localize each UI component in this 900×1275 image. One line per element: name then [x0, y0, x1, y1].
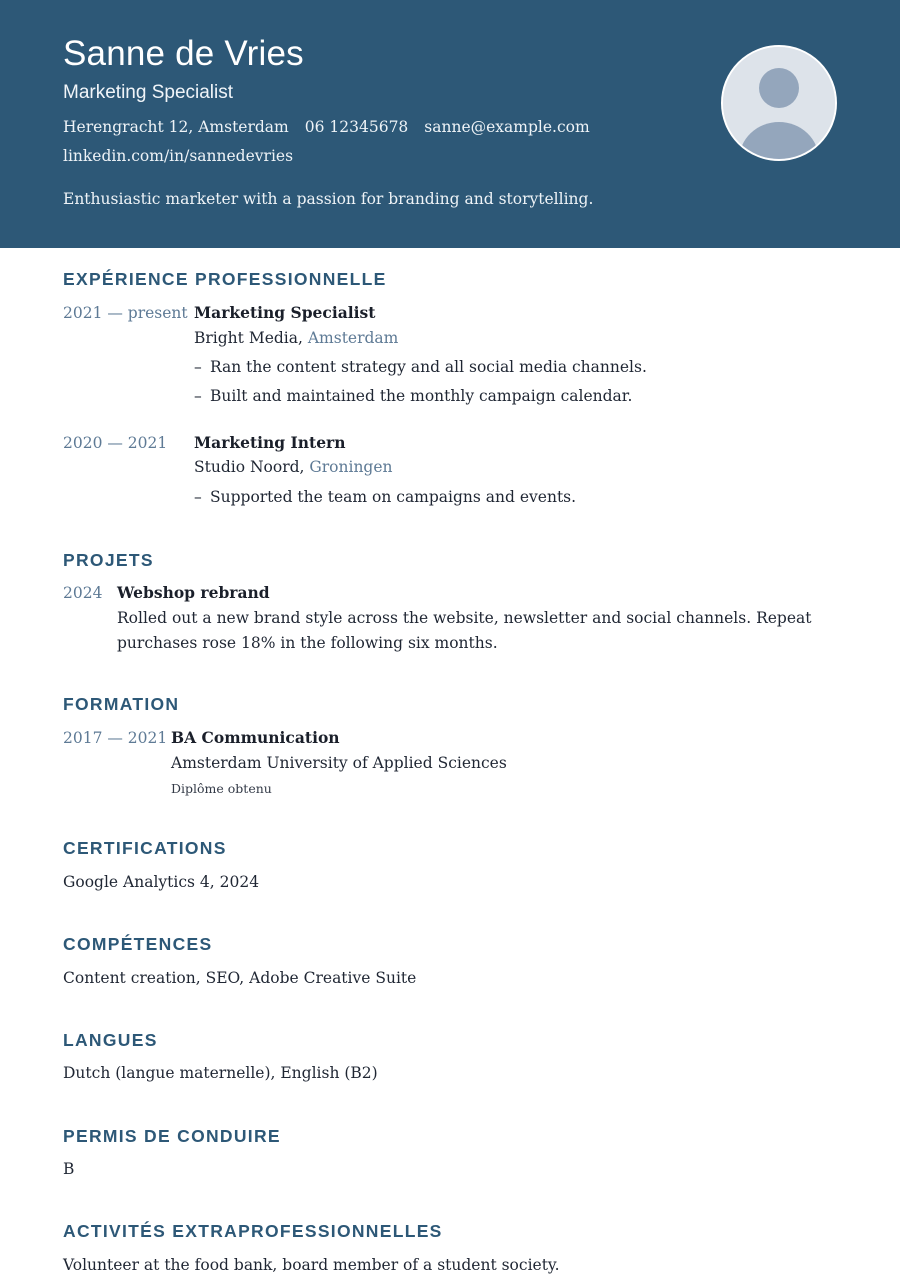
contact-linkedin[interactable]: linkedin.com/in/sannedevries — [63, 147, 294, 165]
avatar — [721, 45, 837, 161]
resume-header — [0, 0, 900, 248]
experience-city: Amsterdam — [307, 329, 399, 347]
experience-company-line: Bright Media, Amsterdam — [194, 329, 399, 347]
education-degree: BA Communication — [171, 728, 340, 747]
experience-role: Marketing Specialist — [194, 303, 376, 322]
education-note: Diplôme obtenu — [171, 781, 272, 796]
bullet-dash-icon: – — [194, 387, 202, 405]
experience-bullet: – Ran the content strategy and all social media channels. — [194, 358, 647, 376]
contact-info — [63, 117, 590, 137]
education-school: Amsterdam University of Applied Sciences — [171, 754, 507, 772]
contact-address: Herengracht 12, Amsterdam — [63, 118, 289, 136]
avatar-placeholder-icon — [723, 47, 835, 159]
experience-company: Bright Media — [194, 329, 298, 347]
experience-period: 2020 — 2021 — [63, 434, 168, 452]
section-title-languages: LANGUES — [63, 1030, 158, 1050]
certifications-text: Google Analytics 4, 2024 — [63, 873, 260, 891]
languages-text: Dutch (langue maternelle), English (B2) — [63, 1064, 378, 1082]
section-title-skills: COMPÉTENCES — [63, 934, 213, 954]
contact-phone[interactable]: 06 12345678 — [304, 118, 409, 136]
project-name: Webshop rebrand — [117, 583, 270, 602]
experience-city: Groningen — [309, 458, 393, 476]
section-title-experience: EXPÉRIENCE PROFESSIONNELLE — [63, 269, 387, 289]
section-title-education: FORMATION — [63, 694, 180, 714]
contact-email[interactable]: sanne@example.com — [424, 118, 590, 136]
section-title-certifications: CERTIFICATIONS — [63, 838, 227, 858]
project-description: Rolled out a new brand style across the website, newsletter and social channels. Repeat — [117, 609, 812, 627]
section-title-projects: PROJETS — [63, 550, 154, 570]
experience-role: Marketing Intern — [194, 433, 346, 452]
project-description: purchases rose 18% in the following six months. — [117, 634, 498, 652]
education-period: 2017 — 2021 — [63, 729, 168, 747]
experience-company-line: Studio Noord, Groningen — [194, 458, 393, 476]
experience-period: 2021 — present — [63, 304, 188, 322]
skills-text: Content creation, SEO, Adobe Creative Suite — [63, 969, 417, 987]
section-title-activities: ACTIVITÉS EXTRAPROFESSIONNELLES — [63, 1221, 443, 1241]
profile-summary: Enthusiastic marketer with a passion for branding and storytelling. — [63, 190, 594, 208]
experience-bullet: – Built and maintained the monthly campaign calendar. — [194, 387, 633, 405]
activities-text: Volunteer at the food bank, board member of a student society. — [63, 1256, 560, 1274]
bullet-dash-icon: – — [194, 358, 202, 376]
section-title-license: PERMIS DE CONDUIRE — [63, 1126, 281, 1146]
candidate-name: Sanne de Vries — [63, 34, 304, 73]
license-text: B — [63, 1160, 75, 1178]
experience-bullet: – Supported the team on campaigns and events. — [194, 488, 577, 506]
candidate-title: Marketing Specialist — [63, 82, 234, 103]
experience-company: Studio Noord — [194, 458, 300, 476]
project-year: 2024 — [63, 584, 103, 602]
bullet-dash-icon: – — [194, 488, 202, 506]
